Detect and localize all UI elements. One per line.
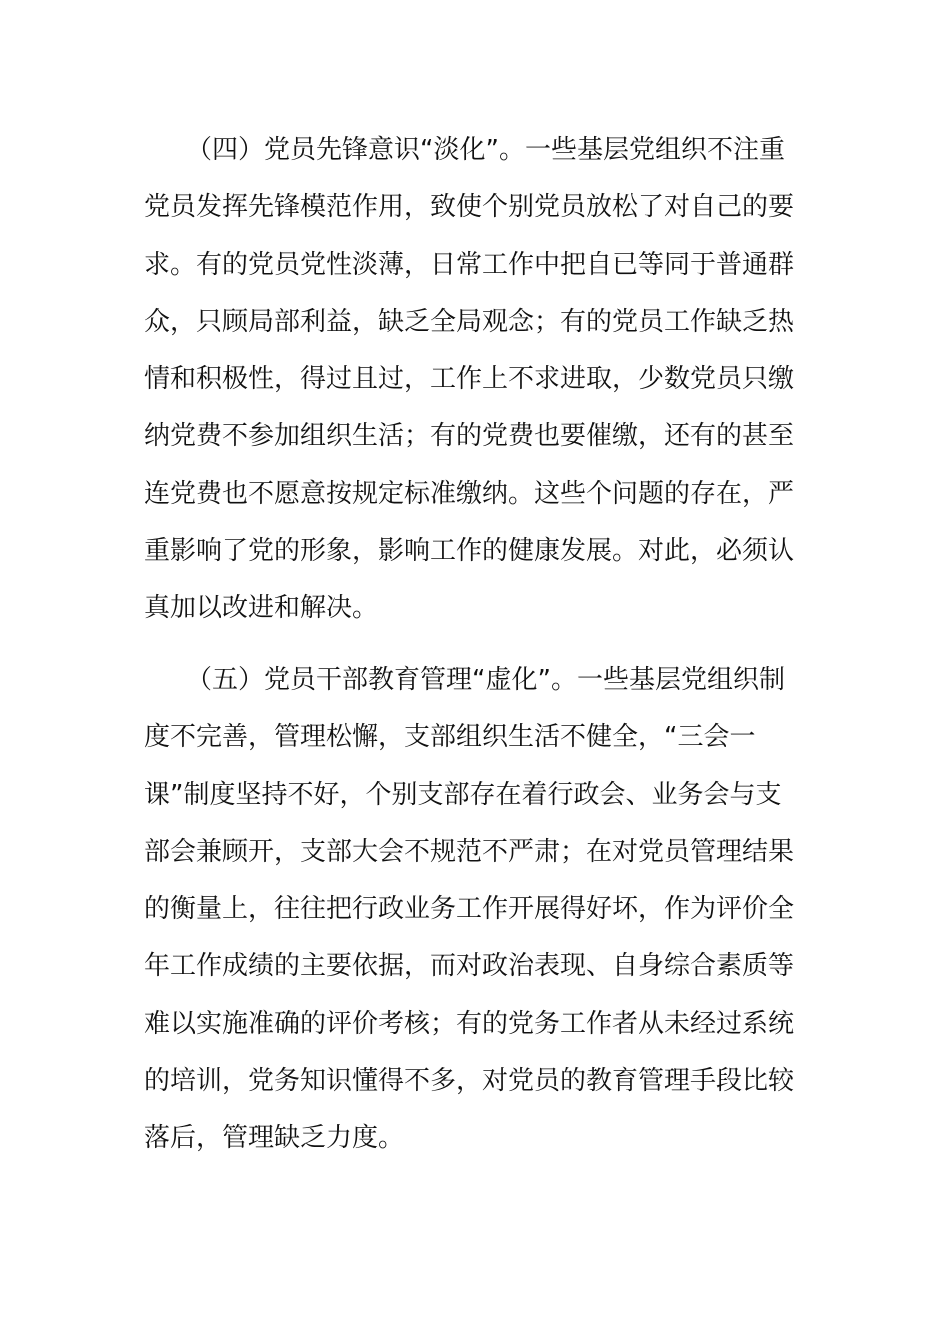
paragraph-line: （五）党员干部教育管理“虚化”。一些基层党组织制 [186,665,785,695]
paragraph-line: 众，只顾局部利益，缺乏全局观念；有的党员工作缺乏热 [144,306,795,337]
paragraph-line: 难以实施准确的评价考核；有的党务工作者从未经过系统 [144,1008,795,1039]
paragraph-party-member-vanguard [144,122,814,638]
paragraph-line: 落后，管理缺乏力度。 [144,1123,405,1154]
paragraph-line: （四）党员先锋意识“淡化”。一些基层党组织不注重 [186,135,785,165]
paragraph-line: 的培训，党务知识懂得不多，对党员的教育管理手段比较 [144,1066,795,1097]
paragraph-line: 真加以改进和解决。 [144,593,379,624]
paragraph-line: 求。有的党员党性淡薄，日常工作中把自已等同于普通群 [144,249,795,280]
paragraph-line: 连党费也不愿意按规定标准缴纳。这些个问题的存在，严 [144,478,795,509]
paragraph-line: 部会兼顾开，支部大会不规范不严肃；在对党员管理结果 [144,836,795,867]
paragraph-line: 度不完善，管理松懈，支部组织生活不健全，“三会一 [144,722,756,753]
paragraph-line: 党员发挥先锋模范作用，致使个别党员放松了对自己的要 [144,192,795,223]
paragraph-line: 年工作成绩的主要依据，而对政治表现、自身综合素质等 [144,951,795,982]
paragraph-cadre-education-management [144,652,814,1168]
paragraph-line: 课”制度坚持不好，个别支部存在着行政会、业务会与支 [144,779,782,810]
paragraph-line: 的衡量上，往往把行政业务工作开展得好坏，作为评价全 [144,894,795,925]
paragraph-line: 情和积极性，得过且过，工作上不求进取，少数党员只缴 [144,364,795,395]
paragraph-line: 纳党费不参加组织生活；有的党费也要催缴，还有的甚至 [144,421,795,452]
paragraph-line: 重影响了党的形象，影响工作的健康发展。对此，必须认 [144,536,795,567]
